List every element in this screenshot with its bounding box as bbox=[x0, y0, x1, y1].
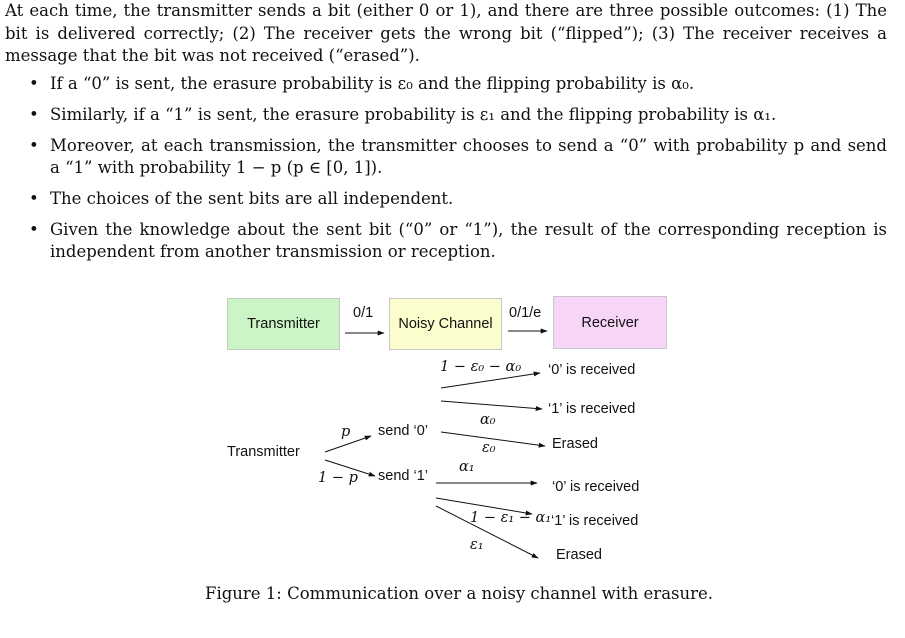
prob-1-e0-a0: 1 − ε₀ − α₀ bbox=[440, 359, 522, 375]
bullet-icon: • bbox=[29, 136, 39, 155]
outcome-1-received: ‘1’ is received bbox=[548, 401, 636, 417]
node-send1: send ‘1’ bbox=[378, 468, 428, 484]
tree-root-transmitter: Transmitter bbox=[227, 444, 300, 460]
outcome-erased: Erased bbox=[556, 547, 602, 563]
channel-label: Noisy Channel bbox=[398, 316, 493, 332]
transmitter-box bbox=[227, 298, 340, 350]
outcome-0-received: ‘0’ is received bbox=[548, 362, 636, 378]
prob-eps0: ε₀ bbox=[482, 440, 496, 456]
prob-one-minus-p: 1 − p bbox=[318, 470, 358, 486]
bullet-text: Given the knowledge about the sent bit (“0” or “1”), the result of the corresponding reception is independent from another transmission or reception. bbox=[50, 220, 887, 261]
prob-alpha0: α₀ bbox=[480, 412, 496, 428]
bullet-text: Similarly, if a “1” is sent, the erasure probability is ε₁ and the flipping probability is α₁. bbox=[50, 105, 777, 124]
receiver-label: Receiver bbox=[581, 314, 639, 331]
transmitter-label: Transmitter bbox=[247, 316, 320, 332]
prob-alpha1: α₁ bbox=[459, 459, 475, 475]
outcome-0-received: ‘0’ is received bbox=[552, 479, 640, 495]
edge-label-01e: 0/1/e bbox=[509, 305, 542, 321]
bullet-text: The choices of the sent bits are all independent. bbox=[50, 189, 454, 208]
channel-box bbox=[389, 298, 502, 350]
edge-0-to-0 bbox=[441, 373, 540, 388]
bullet-text: Moreover, at each transmission, the transmitter chooses to send a “0” with probability p and send a “1” with probability 1 − p (p ∈ [0, 1]). bbox=[50, 136, 887, 177]
prob-1-e1-a1: 1 − ε₁ − α₁ bbox=[470, 510, 552, 526]
bullet-text: If a “0” is sent, the erasure probability is ε₀ and the flipping probability is α₀. bbox=[50, 74, 695, 93]
node-send0: send ‘0’ bbox=[378, 423, 428, 439]
prob-eps1: ε₁ bbox=[470, 537, 484, 553]
bullet-icon: • bbox=[29, 74, 39, 93]
figure-caption: Figure 1: Communication over a noisy channel with erasure. bbox=[205, 584, 714, 603]
outcome-erased: Erased bbox=[552, 436, 598, 452]
outcome-1-received: ‘1’ is received bbox=[551, 513, 639, 529]
bullet-icon: • bbox=[29, 220, 39, 239]
edge-0-to-1 bbox=[441, 401, 542, 409]
intro-paragraph: At each time, the transmitter sends a bit (either 0 or 1), and there are three possible outcomes: (1) The bit is delivered correctly; (2) The receiver gets the wrong bit (“flipped”); (3) The receiver receives a message that the bit was not received (“erased”). bbox=[5, 1, 887, 65]
bullet-icon: • bbox=[29, 189, 39, 208]
receiver-box bbox=[553, 296, 667, 349]
bullet-icon: • bbox=[29, 105, 39, 124]
edge-label-01: 0/1 bbox=[353, 305, 374, 321]
prob-p: p bbox=[341, 424, 351, 440]
